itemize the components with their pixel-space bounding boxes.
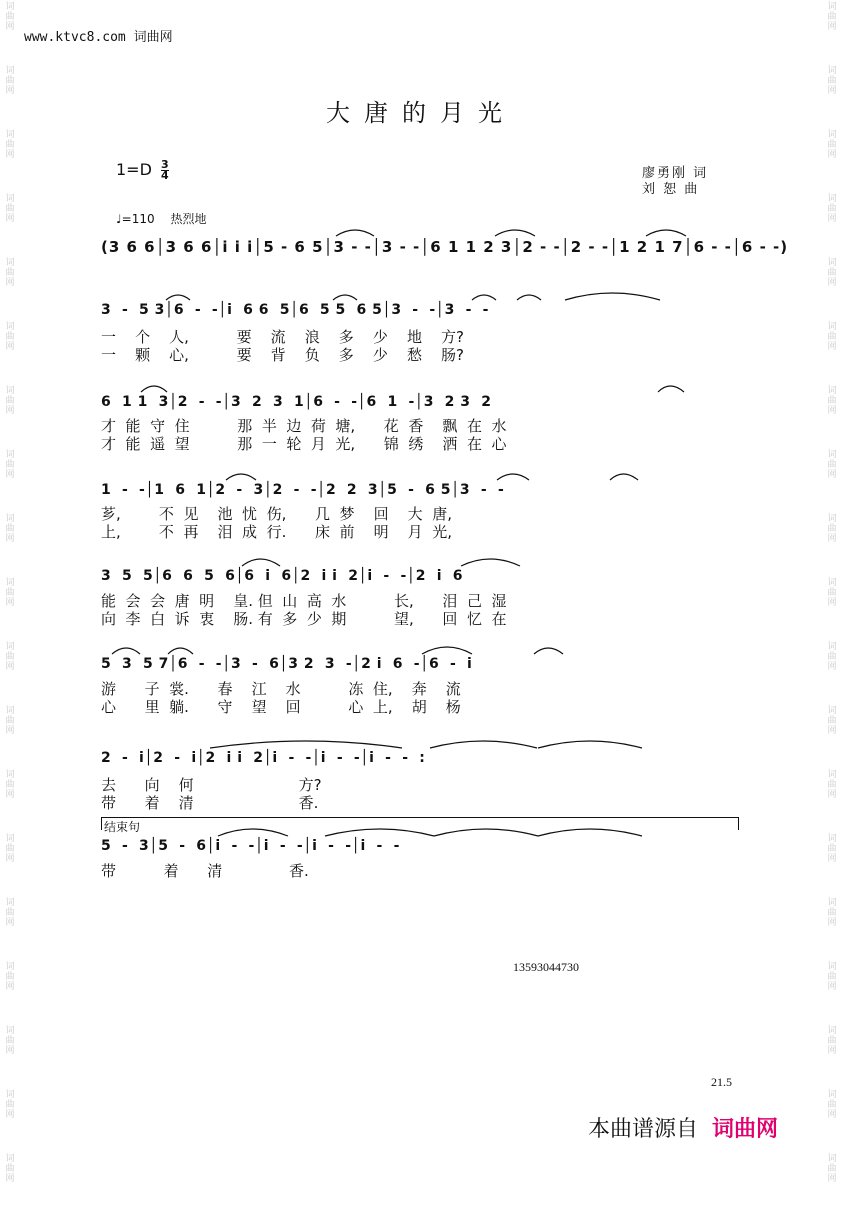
side-watermark-block: 词 曲 网 bbox=[827, 642, 837, 672]
score-line-6-notes: 2 - i│2 - i│2 i i 2│i - -│i - -│i - - : bbox=[101, 750, 426, 766]
side-watermark-block: 词 曲 网 bbox=[827, 386, 837, 416]
side-watermark-block: 词 曲 网 bbox=[827, 706, 837, 736]
score-line-1-notes: 3 - 5 3│6 - -│i 6 6 5│6 5 5 6 5│3 - -│3 - - bbox=[101, 302, 489, 318]
side-watermark-block: 词 曲 网 bbox=[827, 258, 837, 288]
score-line-7-notes: 5 - 3│5 - 6│i - -│i - -│i - -│i - - bbox=[101, 838, 400, 854]
side-watermark-block: 词 曲 网 bbox=[5, 642, 15, 672]
score-line-3-notes: 1 - -│1 6 1│2 - 3│2 - -│2 2 3│5 - 6 5│3 - - bbox=[101, 482, 505, 498]
tempo-value: ♩=110 bbox=[116, 212, 155, 226]
score-line-3-lyric-2: 上, 不 再 泪 成 行. 床 前 明 月 光, bbox=[101, 523, 452, 541]
composer-credit: 刘 恕 曲 bbox=[642, 182, 700, 197]
score-line-5-lyric-1: 游 子 裳. 春 江 水 冻 住, 奔 流 bbox=[101, 680, 461, 698]
score-line-6-lyric-2: 带 着 清 香. bbox=[101, 794, 319, 812]
side-watermark-block: 词 曲 网 bbox=[5, 962, 15, 992]
side-watermark-block: 词 曲 网 bbox=[5, 450, 15, 480]
side-watermark-block: 词 曲 网 bbox=[827, 1090, 837, 1120]
ending-label: 结束句 bbox=[104, 820, 141, 834]
side-watermark-block: 词 曲 网 bbox=[5, 66, 15, 96]
side-watermark-block: 词 曲 网 bbox=[5, 1154, 15, 1184]
side-watermark-block: 词 曲 网 bbox=[827, 834, 837, 864]
score-line-1-lyric-2: 一 颗 心, 要 背 负 多 少 愁 肠? bbox=[101, 346, 464, 364]
key-text: 1=D bbox=[116, 160, 152, 179]
side-watermark-block: 词 曲 网 bbox=[5, 130, 15, 160]
intro-notes: (3 6 6│3 6 6│i i i│5 - 6 5│3 - -│3 - -│6 1 1 2 3│2 - -│2 - -│1 2 1 7│6 - -│6 - -) bbox=[101, 238, 789, 256]
score-line-2-lyric-1: 才 能 守 住 那 半 边 荷 塘, 花 香 飘 在 水 bbox=[101, 417, 507, 435]
score-line-6-lyric-1: 去 向 何 方? bbox=[101, 776, 322, 794]
time-signature-top: 3 bbox=[161, 158, 169, 171]
side-watermark-block: 词 曲 网 bbox=[827, 578, 837, 608]
song-title: 大唐的月光 bbox=[326, 99, 516, 127]
page-number: 21.5 bbox=[711, 1075, 732, 1089]
footer-brand[interactable]: 词曲网 bbox=[712, 1117, 779, 1142]
side-watermark-block: 词 曲 网 bbox=[5, 386, 15, 416]
side-watermark-block: 词 曲 网 bbox=[827, 66, 837, 96]
side-watermark-block: 词 曲 网 bbox=[827, 2, 837, 32]
side-watermark-block: 词 曲 网 bbox=[827, 770, 837, 800]
side-watermark-block: 词 曲 网 bbox=[827, 450, 837, 480]
side-watermark-block: 词 曲 网 bbox=[5, 1090, 15, 1120]
side-watermark-block: 词 曲 网 bbox=[5, 578, 15, 608]
time-signature-bottom: 4 bbox=[161, 169, 169, 182]
side-watermark-block: 词 曲 网 bbox=[5, 258, 15, 288]
footer-prefix: 本曲谱源自 bbox=[588, 1117, 699, 1142]
side-watermark-block: 词 曲 网 bbox=[5, 322, 15, 352]
side-watermark-block: 词 曲 网 bbox=[827, 962, 837, 992]
side-watermark-block: 词 曲 网 bbox=[5, 834, 15, 864]
side-watermark-block: 词 曲 网 bbox=[5, 706, 15, 736]
lyricist-credit: 廖勇刚 词 bbox=[642, 166, 709, 181]
score-line-5-lyric-2: 心 里 躺. 守 望 回 心 上, 胡 杨 bbox=[101, 698, 461, 716]
score-line-4-lyric-1: 能 会 会 唐 明 皇. 但 山 高 水 长, 泪 己 湿 bbox=[101, 592, 507, 610]
score-line-4-lyric-2: 向 李 白 诉 衷 肠. 有 多 少 期 望, 回 忆 在 bbox=[101, 610, 507, 628]
score-line-3-lyric-1: 芗, 不 见 池 忧 伤, 几 梦 回 大 唐, bbox=[101, 505, 452, 523]
side-watermark-block: 词 曲 网 bbox=[5, 514, 15, 544]
site-url: www.ktvc8.com 词曲网 bbox=[24, 30, 173, 45]
phone-number: 13593044730 bbox=[513, 960, 579, 974]
score-line-5-notes: 5 3 5 7│6 - -│3 - 6│3 2 3 -│2 i 6 -│6 - i bbox=[101, 656, 473, 672]
side-watermark-block: 词 曲 网 bbox=[5, 1026, 15, 1056]
side-watermark-block: 词 曲 网 bbox=[827, 1026, 837, 1056]
side-watermark-block: 词 曲 网 bbox=[5, 770, 15, 800]
side-watermark-block: 词 曲 网 bbox=[827, 130, 837, 160]
score-line-4-notes: 3 5 5│6 6 5 6│6 i 6│2 i i 2│i - -│2 i 6 bbox=[101, 568, 463, 584]
score-line-7-lyric-1: 带 着 清 香. bbox=[101, 862, 309, 880]
side-watermark-block: 词 曲 网 bbox=[5, 194, 15, 224]
side-watermark-block: 词 曲 网 bbox=[827, 194, 837, 224]
side-watermark-block: 词 曲 网 bbox=[827, 898, 837, 928]
side-watermark-block: 词 曲 网 bbox=[5, 2, 15, 32]
side-watermark-block: 词 曲 网 bbox=[827, 514, 837, 544]
score-line-2-notes: 6 1 1 3│2 - -│3 2 3 1│6 - -│6 1 -│3 2 3 2 bbox=[101, 394, 492, 410]
expression-mark: 热烈地 bbox=[170, 212, 207, 226]
score-line-1-lyric-1: 一 个 人, 要 流 浪 多 少 地 方? bbox=[101, 328, 464, 346]
side-watermark-block: 词 曲 网 bbox=[827, 322, 837, 352]
side-watermark-block: 词 曲 网 bbox=[827, 1154, 837, 1184]
source-footer bbox=[588, 1112, 778, 1143]
side-watermark-block: 词 曲 网 bbox=[5, 898, 15, 928]
score-line-2-lyric-2: 才 能 遥 望 那 一 轮 月 光, 锦 绣 洒 在 心 bbox=[101, 435, 507, 453]
